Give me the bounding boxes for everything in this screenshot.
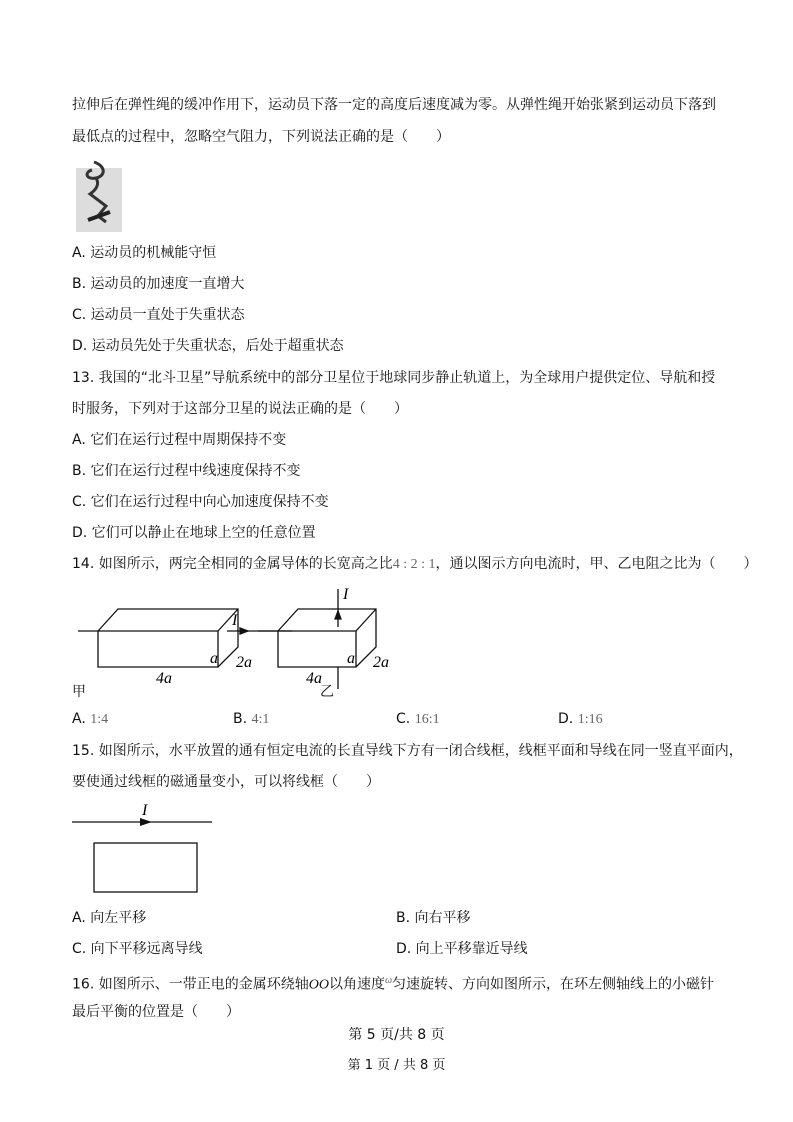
q16-stem-line2: 最后平衡的位置是（ ）: [72, 1004, 240, 1020]
q12-stem-line2: 最低点的过程中，忽略空气阻力，下列说法正确的是（ ）: [72, 129, 450, 145]
yi-width-label: 2a: [373, 654, 389, 671]
q14-stem-pre: 14. 如图所示，两完全相同的金属导体的长宽高之比: [72, 556, 393, 572]
yi-length-label: 4a: [306, 670, 322, 687]
q12-option-b: B. 运动员的加速度一直增大: [72, 276, 245, 292]
q16-stem-post: 匀速旋转、方向如图所示，在环左侧轴线上的小磁针: [392, 976, 715, 993]
outer-page-number: 第 1 页 / 共 8 页: [347, 1058, 446, 1073]
option-letter: B.: [233, 711, 248, 727]
option-letter: D.: [558, 711, 574, 727]
q16-axis: OO: [308, 977, 329, 993]
q13-stem-line1: 13. 我国的“北斗卫星”导航系统中的部分卫星位于地球同步静止轨道上，为全球用户提供定位、导航和授: [72, 370, 716, 386]
q13-option-c: C. 它们在运行过程中向心加速度保持不变: [72, 494, 329, 510]
q15-stem-line2: 要使通过线框的磁通量变小，可以将线框（ ）: [72, 774, 380, 790]
q12-option-a: A. 运动员的机械能守恒: [72, 245, 217, 261]
yi-current-label: I: [343, 586, 349, 603]
q12-option-c: C. 运动员一直处于失重状态: [72, 307, 245, 323]
q12-option-d: D. 运动员先处于失重状态，后处于超重状态: [72, 338, 344, 354]
q15-option-c: C. 向下平移远离导线: [72, 941, 203, 957]
q14-stem-post: ，通以图示方向电流时，甲、乙电阻之比为（ ）: [435, 556, 758, 572]
q14-option-b: [233, 710, 269, 729]
option-value: 1:4: [90, 712, 109, 727]
q15-wire-loop-figure: [70, 798, 220, 898]
q15-stem-line1: 15. 如图所示，水平放置的通有恒定电流的长直导线下方有一闭合线框，线框平面和导线在同一竖直平面内，: [72, 743, 743, 759]
jia-length-label: 4a: [156, 670, 172, 687]
q14-option-d: [558, 710, 603, 729]
q14-option-a: [72, 710, 108, 729]
bungee-jumper-image: [76, 160, 122, 232]
option-letter: A.: [72, 711, 86, 727]
closed-loop: [94, 843, 197, 892]
wire-current-label: I: [142, 802, 148, 819]
q14-conductor-figure: [70, 585, 390, 697]
option-value: 16:1: [414, 712, 440, 727]
q13-option-a: A. 它们在运行过程中周期保持不变: [72, 432, 287, 448]
yi-height-label: a: [347, 650, 355, 667]
q15-option-a: A. 向左平移: [72, 910, 147, 926]
q14-stem: [72, 555, 758, 574]
jia-current-label: I: [232, 612, 238, 629]
q13-stem-line2: 时服务，下列对于这部分卫星的说法正确的是（ ）: [72, 401, 408, 417]
option-letter: C.: [396, 711, 411, 727]
q16-stem-line1: [72, 972, 714, 995]
q14-ratio: 4 : 2 : 1: [392, 557, 436, 572]
jia-label: 甲: [72, 684, 86, 700]
option-value: 1:16: [577, 712, 603, 727]
q13-option-d: D. 它们可以静止在地球上空的任意位置: [72, 525, 316, 541]
jia-height-label: a: [210, 650, 218, 667]
q16-stem-pre: 16. 如图所示、一带正电的金属环绕轴: [72, 976, 309, 993]
inner-page-number: 第 5 页/共 8 页: [348, 1027, 445, 1043]
q12-stem-line1: 拉伸后在弹性绳的缓冲作用下，运动员下落一定的高度后速度减为零。从弹性绳开始张紧到运动员下落到: [72, 97, 716, 113]
q15-option-d: D. 向上平移靠近导线: [396, 941, 528, 957]
yi-label: 乙: [320, 684, 334, 700]
q15-option-b: B. 向右平移: [396, 910, 471, 926]
q14-option-c: [396, 710, 440, 729]
conductor-jia: [78, 609, 292, 667]
q16-stem-mid: 以角速度: [328, 976, 385, 993]
q13-option-b: B. 它们在运行过程中线速度保持不变: [72, 463, 301, 479]
jia-width-label: 2a: [236, 654, 252, 671]
option-value: 4:1: [251, 712, 270, 727]
q16-omega: ω: [384, 975, 393, 986]
